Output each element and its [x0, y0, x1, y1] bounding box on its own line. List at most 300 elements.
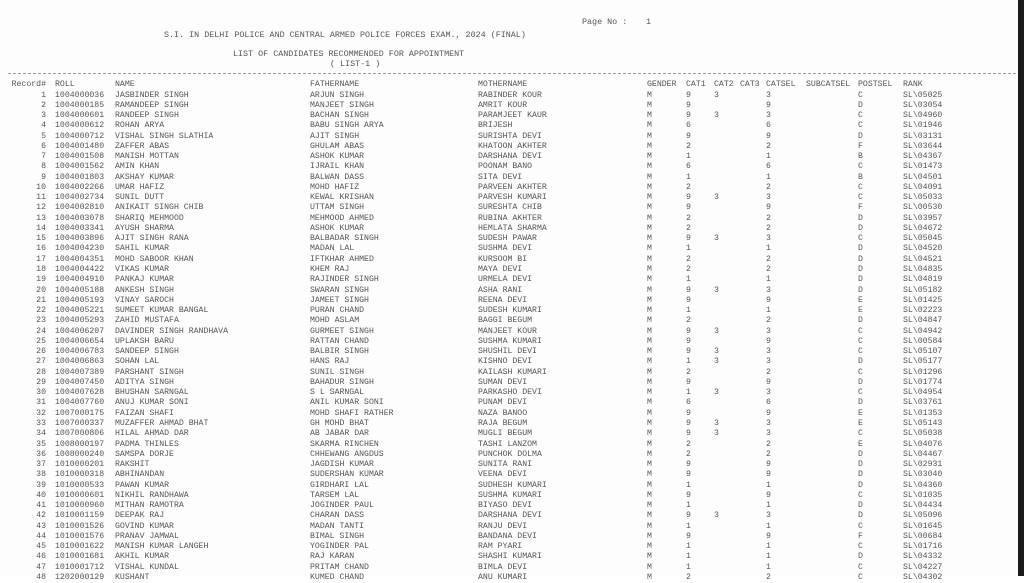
postsel-cell: D [858, 501, 863, 511]
rank-cell: SL\04520 [903, 244, 942, 254]
rank-cell: SL\03054 [903, 101, 942, 111]
record-cell: 47 [0, 563, 46, 573]
postsel-cell: F [858, 532, 863, 542]
table-row [0, 347, 1018, 357]
mothername-cell: BRIJESH [478, 121, 512, 131]
rank-cell: SL\04360 [903, 481, 942, 491]
catsel-cell: 1 [766, 522, 771, 532]
name-cell: VIKAS KUMAR [115, 265, 169, 275]
rank-cell: SL\04847 [903, 316, 942, 326]
catsel-cell: 9 [766, 337, 771, 347]
name-cell: VINAY SAROCH [115, 296, 174, 306]
record-cell: 27 [0, 357, 46, 367]
record-cell: 6 [0, 142, 46, 152]
rank-cell: SL\00684 [903, 532, 942, 542]
record-cell: 29 [0, 378, 46, 388]
table-row [0, 296, 1018, 306]
catsel-cell: 2 [766, 316, 771, 326]
candidate-table-body [0, 91, 1018, 583]
table-row [0, 162, 1018, 172]
record-cell: 9 [0, 173, 46, 183]
catsel-cell: 2 [766, 573, 771, 583]
mothername-cell: RAM PYARI [478, 542, 522, 552]
cat1-cell: 9 [686, 491, 691, 501]
fathername-cell: MOHD ASLAM [310, 316, 359, 326]
record-cell: 25 [0, 337, 46, 347]
rank-cell: SL\03644 [903, 142, 942, 152]
roll-cell: 1010000318 [55, 470, 104, 480]
cat1-cell: 2 [686, 265, 691, 275]
gender-cell: M [647, 552, 652, 562]
mothername-cell: SITA DEVI [478, 173, 522, 183]
cat2-cell: 3 [714, 388, 719, 398]
cat1-cell: 2 [686, 255, 691, 265]
table-row [0, 214, 1018, 224]
fathername-cell: SUDERSHAN KUMAR [310, 470, 384, 480]
cat1-cell: 2 [686, 440, 691, 450]
record-cell: 33 [0, 419, 46, 429]
window-edge [1018, 0, 1024, 576]
catsel-cell: 9 [766, 203, 771, 213]
cat1-cell: 9 [686, 296, 691, 306]
postsel-cell: D [858, 357, 863, 367]
catsel-cell: 2 [766, 142, 771, 152]
cat1-cell: 9 [686, 429, 691, 439]
mothername-cell: BAGGI BEGUM [478, 316, 532, 326]
col-header-cat2: CAT2 [714, 80, 734, 90]
roll-cell: 1004006654 [55, 337, 104, 347]
fathername-cell: BALBADAR SINGH [310, 234, 379, 244]
name-cell: UMAR HAFIZ [115, 183, 164, 193]
table-row [0, 101, 1018, 111]
table-row [0, 121, 1018, 131]
postsel-cell: D [858, 224, 863, 234]
gender-cell: M [647, 470, 652, 480]
record-cell: 40 [0, 491, 46, 501]
catsel-cell: 9 [766, 101, 771, 111]
record-cell: 39 [0, 481, 46, 491]
record-cell: 22 [0, 306, 46, 316]
rank-cell: SL\00584 [903, 337, 942, 347]
record-cell: 32 [0, 409, 46, 419]
table-row [0, 368, 1018, 378]
name-cell: SHARIQ MEHMOOD [115, 214, 184, 224]
rank-cell: SL\04954 [903, 388, 942, 398]
name-cell: PADMA THINLES [115, 440, 179, 450]
name-cell: VISHAL SINGH SLATHIA [115, 132, 213, 142]
cat2-cell: 3 [714, 91, 719, 101]
rank-cell: SL\05045 [903, 234, 942, 244]
fathername-cell: AB JABAR DAR [310, 429, 369, 439]
catsel-cell: 3 [766, 111, 771, 121]
mothername-cell: PARVEEN AKHTER [478, 183, 547, 193]
fathername-cell: ASHOK KUMAR [310, 224, 364, 234]
fathername-cell: JAMEET SINGH [310, 296, 369, 306]
catsel-cell: 2 [766, 214, 771, 224]
table-row [0, 511, 1018, 521]
catsel-cell: 2 [766, 440, 771, 450]
postsel-cell: D [858, 316, 863, 326]
postsel-cell: E [858, 409, 863, 419]
cat2-cell: 3 [714, 327, 719, 337]
catsel-cell: 1 [766, 481, 771, 491]
gender-cell: M [647, 224, 652, 234]
fathername-cell: GH MOHD BHAT [310, 419, 369, 429]
roll-cell: 1004003078 [55, 214, 104, 224]
catsel-cell: 9 [766, 532, 771, 542]
fathername-cell: BAHADUR SINGH [310, 378, 374, 388]
catsel-cell: 3 [766, 419, 771, 429]
roll-cell: 1004001803 [55, 173, 104, 183]
name-cell: SANDEEP SINGH [115, 347, 179, 357]
cat1-cell: 9 [686, 511, 691, 521]
record-cell: 42 [0, 511, 46, 521]
name-cell: MUZAFFER AHMAD BHAT [115, 419, 208, 429]
col-header-fathername: FATHERNAME [310, 80, 359, 90]
col-header-rank: RANK [903, 80, 923, 90]
gender-cell: M [647, 265, 652, 275]
cat1-cell: 9 [686, 337, 691, 347]
catsel-cell: 1 [766, 306, 771, 316]
roll-cell: 1004001562 [55, 162, 104, 172]
mothername-cell: KISHNO DEVI [478, 357, 532, 367]
table-row [0, 91, 1018, 101]
rank-cell: SL\05038 [903, 429, 942, 439]
record-cell: 19 [0, 275, 46, 285]
cat1-cell: 1 [686, 563, 691, 573]
cat2-cell: 3 [714, 357, 719, 367]
catsel-cell: 1 [766, 542, 771, 552]
fathername-cell: ARJUN SINGH [310, 91, 364, 101]
table-row [0, 532, 1018, 542]
list-label: ( LIST-1 ) [330, 59, 380, 69]
postsel-cell: D [858, 132, 863, 142]
roll-cell: 1004007760 [55, 398, 104, 408]
rank-cell: SL\01035 [903, 491, 942, 501]
record-cell: 31 [0, 398, 46, 408]
record-cell: 34 [0, 429, 46, 439]
rank-cell: SL\05177 [903, 357, 942, 367]
table-row [0, 398, 1018, 408]
gender-cell: M [647, 244, 652, 254]
rank-cell: SL\03957 [903, 214, 942, 224]
roll-cell: 1004004910 [55, 275, 104, 285]
cat1-cell: 6 [686, 121, 691, 131]
cat1-cell: 1 [686, 542, 691, 552]
name-cell: MANISH MOTTAN [115, 152, 179, 162]
table-row [0, 306, 1018, 316]
catsel-cell: 3 [766, 91, 771, 101]
gender-cell: M [647, 91, 652, 101]
mothername-cell: VEENA DEVI [478, 470, 527, 480]
roll-cell: 1010000533 [55, 481, 104, 491]
rank-cell: SL\01425 [903, 296, 942, 306]
roll-cell: 1010000960 [55, 501, 104, 511]
catsel-cell: 9 [766, 409, 771, 419]
gender-cell: M [647, 501, 652, 511]
postsel-cell: C [858, 347, 863, 357]
record-cell: 37 [0, 460, 46, 470]
record-cell: 8 [0, 162, 46, 172]
catsel-cell: 3 [766, 511, 771, 521]
table-row [0, 573, 1018, 583]
gender-cell: M [647, 532, 652, 542]
gender-cell: M [647, 481, 652, 491]
catsel-cell: 2 [766, 224, 771, 234]
record-cell: 38 [0, 470, 46, 480]
roll-cell: 1004002266 [55, 183, 104, 193]
fathername-cell: ANIL KUMAR SONI [310, 398, 384, 408]
cat1-cell: 2 [686, 368, 691, 378]
postsel-cell: D [858, 398, 863, 408]
mothername-cell: SUDESH PAWAR [478, 234, 537, 244]
name-cell: ANIKAIT SINGH CHIB [115, 203, 203, 213]
gender-cell: M [647, 378, 652, 388]
cat1-cell: 9 [686, 532, 691, 542]
record-cell: 46 [0, 552, 46, 562]
name-cell: DAVINDER SINGH RANDHAVA [115, 327, 228, 337]
postsel-cell: E [858, 419, 863, 429]
postsel-cell: C [858, 573, 863, 583]
catsel-cell: 9 [766, 132, 771, 142]
roll-cell: 1004006863 [55, 357, 104, 367]
rank-cell: SL\03761 [903, 398, 942, 408]
name-cell: RANDEEP SINGH [115, 111, 179, 121]
cat1-cell: 9 [686, 378, 691, 388]
fathername-cell: MOHD SHAFI RATHER [310, 409, 394, 419]
gender-cell: M [647, 563, 652, 573]
cat1-cell: 1 [686, 552, 691, 562]
name-cell: KUSHANT [115, 573, 149, 583]
postsel-cell: C [858, 563, 863, 573]
cat1-cell: 9 [686, 327, 691, 337]
rank-cell: SL\05182 [903, 286, 942, 296]
catsel-cell: 2 [766, 255, 771, 265]
catsel-cell: 3 [766, 347, 771, 357]
document-subtitle: LIST OF CANDIDATES RECOMMENDED FOR APPOINTMENT [233, 49, 464, 59]
roll-cell: 1004003341 [55, 224, 104, 234]
catsel-cell: 1 [766, 152, 771, 162]
catsel-cell: 6 [766, 121, 771, 131]
roll-cell: 1004000601 [55, 111, 104, 121]
fathername-cell: MANJEET SINGH [310, 101, 374, 111]
postsel-cell: D [858, 255, 863, 265]
postsel-cell: C [858, 522, 863, 532]
name-cell: ANKESH SINGH [115, 286, 174, 296]
fathername-cell: SWARAN SINGH [310, 286, 369, 296]
name-cell: NIKHIL RANDHAWA [115, 491, 189, 501]
cat1-cell: 1 [686, 152, 691, 162]
mothername-cell: SUMAN DEVI [478, 378, 527, 388]
roll-cell: 1007000337 [55, 419, 104, 429]
name-cell: RAMANDEEP SINGH [115, 101, 189, 111]
record-cell: 41 [0, 501, 46, 511]
gender-cell: M [647, 409, 652, 419]
catsel-cell: 6 [766, 162, 771, 172]
table-row [0, 111, 1018, 121]
cat2-cell: 3 [714, 193, 719, 203]
page-number: 1 [646, 17, 651, 27]
roll-cell: 1004002810 [55, 203, 104, 213]
postsel-cell: C [858, 183, 863, 193]
fathername-cell: RAJ KARAN [310, 552, 354, 562]
cat1-cell: 2 [686, 316, 691, 326]
postsel-cell: C [858, 121, 863, 131]
fathername-cell: RAJINDER SINGH [310, 275, 379, 285]
fathername-cell: AJIT SINGH [310, 132, 359, 142]
table-row [0, 522, 1018, 532]
table-row [0, 224, 1018, 234]
cat1-cell: 6 [686, 162, 691, 172]
postsel-cell: C [858, 542, 863, 552]
roll-cell: 1010001622 [55, 542, 104, 552]
record-cell: 48 [0, 573, 46, 583]
cat1-cell: 9 [686, 460, 691, 470]
postsel-cell: D [858, 214, 863, 224]
gender-cell: M [647, 214, 652, 224]
name-cell: ADITYA SINGH [115, 378, 174, 388]
record-cell: 20 [0, 286, 46, 296]
col-header-cat1: CAT1 [686, 80, 706, 90]
record-cell: 14 [0, 224, 46, 234]
col-header-name: NAME [115, 80, 135, 90]
fathername-cell: S L SARNGAL [310, 388, 364, 398]
postsel-cell: C [858, 91, 863, 101]
gender-cell: M [647, 275, 652, 285]
fathername-cell: HANS RAJ [310, 357, 349, 367]
cat2-cell: 3 [714, 511, 719, 521]
mothername-cell: SHASHI KUMARI [478, 552, 542, 562]
mothername-cell: ANU KUMARI [478, 573, 527, 583]
catsel-cell: 9 [766, 378, 771, 388]
mothername-cell: SUSHMA KUMARI [478, 337, 542, 347]
gender-cell: M [647, 368, 652, 378]
rank-cell: SL\04076 [903, 440, 942, 450]
fathername-cell: ASHOK KUMAR [310, 152, 364, 162]
roll-cell: 1004003896 [55, 234, 104, 244]
catsel-cell: 2 [766, 368, 771, 378]
roll-cell: 1010001159 [55, 511, 104, 521]
cat1-cell: 1 [686, 481, 691, 491]
cat1-cell: 1 [686, 275, 691, 285]
postsel-cell: B [858, 173, 863, 183]
catsel-cell: 2 [766, 265, 771, 275]
rank-cell: SL\00530 [903, 203, 942, 213]
rank-cell: SL\01353 [903, 409, 942, 419]
mothername-cell: SHUSHIL DEVI [478, 347, 537, 357]
rank-cell: SL\05096 [903, 511, 942, 521]
mothername-cell: RANJU DEVI [478, 522, 527, 532]
col-header-cat3: CAT3 [740, 80, 760, 90]
gender-cell: M [647, 337, 652, 347]
roll-cell: 1004006783 [55, 347, 104, 357]
gender-cell: M [647, 296, 652, 306]
roll-cell: 1010001576 [55, 532, 104, 542]
name-cell: SUNIL DUTT [115, 193, 164, 203]
postsel-cell: E [858, 296, 863, 306]
name-cell: HILAL AHMAD DAR [115, 429, 189, 439]
mothername-cell: SURISHTA DEVI [478, 132, 542, 142]
gender-cell: M [647, 121, 652, 131]
fathername-cell: BALWAN DASS [310, 173, 364, 183]
table-row [0, 265, 1018, 275]
postsel-cell: F [858, 203, 863, 213]
roll-cell: 1004001480 [55, 142, 104, 152]
roll-cell: 1004004351 [55, 255, 104, 265]
fathername-cell: CHARAN DASS [310, 511, 364, 521]
fathername-cell: SKARMA RINCHEN [310, 440, 379, 450]
catsel-cell: 6 [766, 398, 771, 408]
catsel-cell: 3 [766, 193, 771, 203]
mothername-cell: ASHA RANI [478, 286, 522, 296]
cat1-cell: 6 [686, 398, 691, 408]
table-row [0, 542, 1018, 552]
record-cell: 12 [0, 203, 46, 213]
table-row [0, 244, 1018, 254]
rank-cell: SL\04091 [903, 183, 942, 193]
catsel-cell: 9 [766, 296, 771, 306]
gender-cell: M [647, 183, 652, 193]
catsel-cell: 1 [766, 552, 771, 562]
name-cell: PRANAV JAMWAL [115, 532, 179, 542]
name-cell: GOVIND KUMAR [115, 522, 174, 532]
record-cell: 4 [0, 121, 46, 131]
fathername-cell: MEHMOOD AHMED [310, 214, 374, 224]
cat2-cell: 3 [714, 429, 719, 439]
postsel-cell: E [858, 306, 863, 316]
catsel-cell: 1 [766, 173, 771, 183]
name-cell: SAHIL KUMAR [115, 244, 169, 254]
record-cell: 16 [0, 244, 46, 254]
catsel-cell: 1 [766, 275, 771, 285]
postsel-cell: D [858, 460, 863, 470]
cat1-cell: 9 [686, 419, 691, 429]
rank-cell: SL\04819 [903, 275, 942, 285]
table-row [0, 152, 1018, 162]
record-cell: 15 [0, 234, 46, 244]
postsel-cell: C [858, 327, 863, 337]
catsel-cell: 2 [766, 450, 771, 460]
name-cell: ZAFFER ABAS [115, 142, 169, 152]
postsel-cell: C [858, 368, 863, 378]
gender-cell: M [647, 388, 652, 398]
table-row [0, 388, 1018, 398]
roll-cell: 1004002734 [55, 193, 104, 203]
table-row [0, 429, 1018, 439]
cat1-cell: 9 [686, 409, 691, 419]
fathername-cell: CHHEWANG ANGDUS [310, 450, 384, 460]
mothername-cell: RABINDER KOUR [478, 91, 542, 101]
fathername-cell: YOGINDER PAL [310, 542, 369, 552]
catsel-cell: 3 [766, 327, 771, 337]
record-cell: 5 [0, 132, 46, 142]
mothername-cell: SUNITA RANI [478, 460, 532, 470]
table-row [0, 470, 1018, 480]
table-row [0, 234, 1018, 244]
name-cell: AKSHAY KUMAR [115, 173, 174, 183]
name-cell: PARSHANT SINGH [115, 368, 184, 378]
table-row [0, 440, 1018, 450]
roll-cell: 1004005188 [55, 286, 104, 296]
postsel-cell: D [858, 265, 863, 275]
gender-cell: M [647, 522, 652, 532]
fathername-cell: UTTAM SINGH [310, 203, 364, 213]
mothername-cell: NAZA BANOO [478, 409, 527, 419]
table-row [0, 255, 1018, 265]
gender-cell: M [647, 234, 652, 244]
name-cell: PANKAJ KUMAR [115, 275, 174, 285]
catsel-cell: 9 [766, 491, 771, 501]
